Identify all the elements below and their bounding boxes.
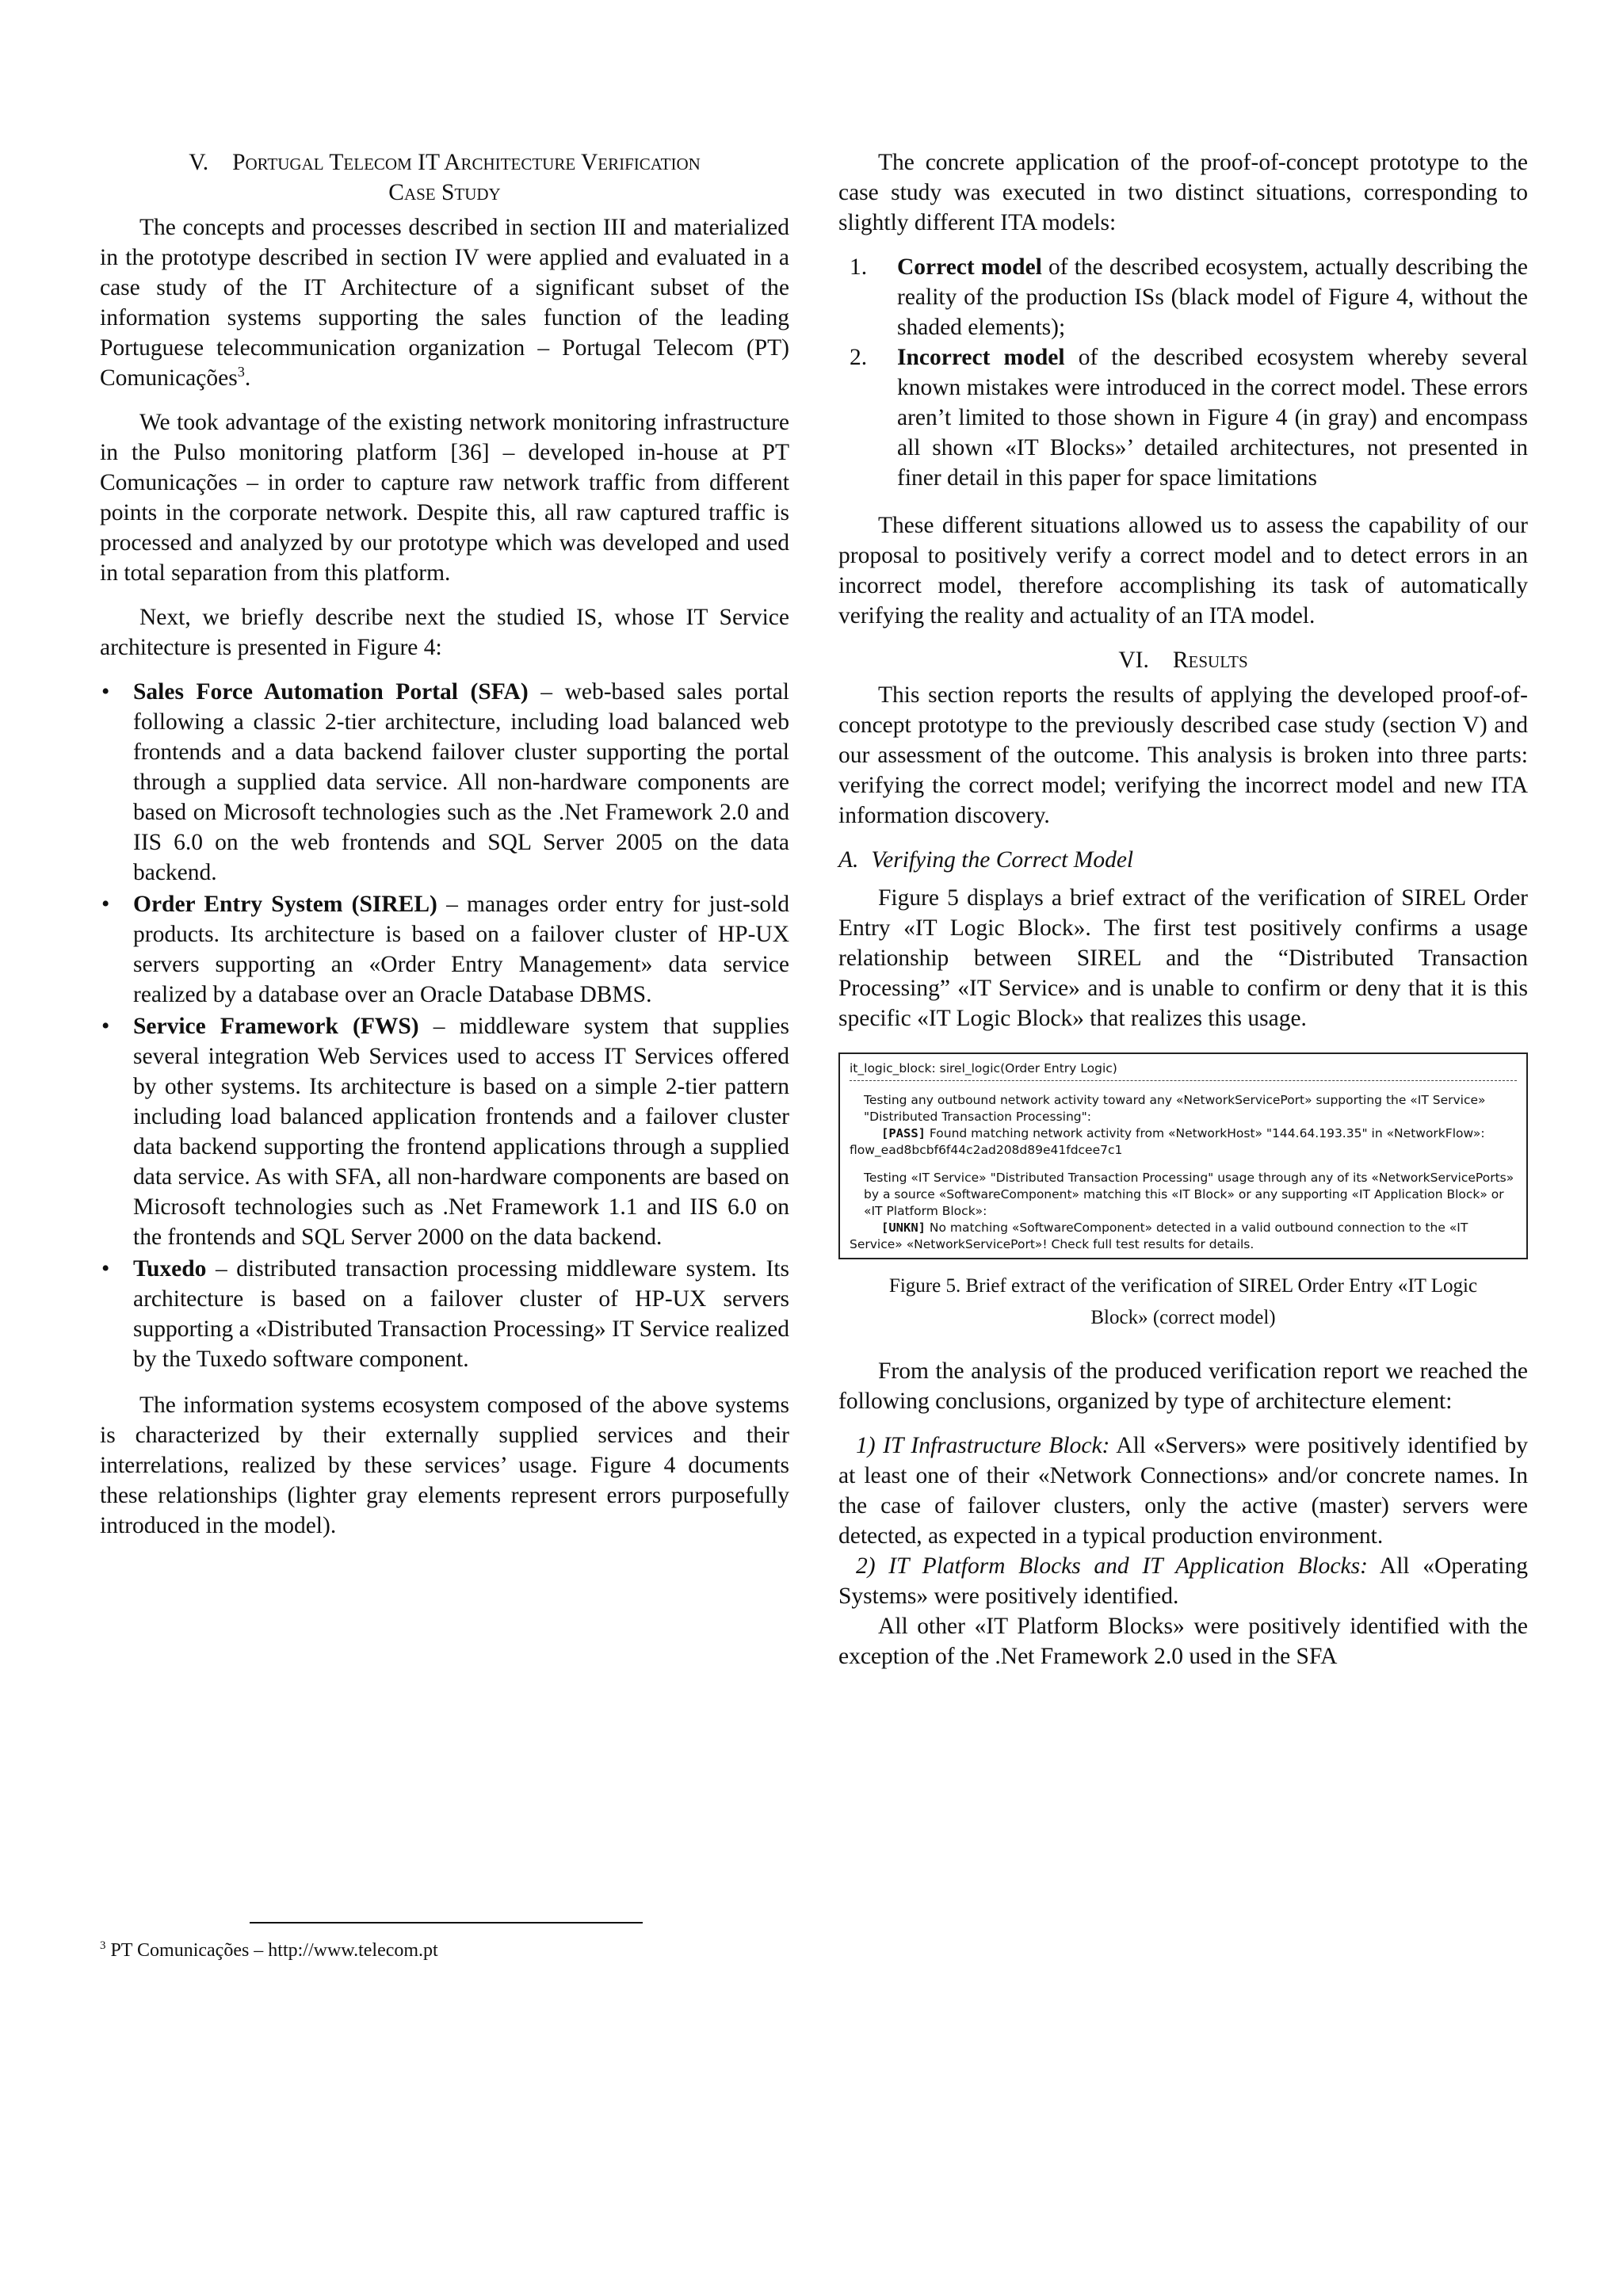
bullet-icon: • xyxy=(101,1014,110,1039)
paragraph-application: The concrete application of the proof-of-concept prototype to the case study was executed in two distinct situations, corresponding to slightly different ITA models: xyxy=(838,150,1528,235)
log-header: it_logic_block: sirel_logic(Order Entry Logic) xyxy=(850,1061,1117,1075)
unknown-status: [UNKN] xyxy=(881,1221,926,1235)
list-item: 1. Correct model of the described ecosystem, actually describing the reality of the production ISs (black model of Figure 4, without the shaded elements); xyxy=(850,254,1528,340)
paragraph-intro: The concepts and processes described in section III and materialized in the prototype described in section IV were applied and evaluated in a case study of the IT Architecture of a significant subset of the information systems supporting the sales function of the leading Portuguese telecommunication organization – Portugal Telecom (PT) Comunicações$^3$. xyxy=(100,215,789,391)
list-item: • Service Framework (FWS) – middleware system that supplies several integration Web Services used to access IT Services offered by other systems. Its architecture is based on a simple 2-tier pattern including load balanced application frontends and a failover cluster data backend supporting the frontend applications through a supplied data service. As with SFA, all non-hardware components are based on Microsoft technologies such as .Net Framework 1.1 and IIS 6.0 on the frontends and SQL Server 2000 on the data backend. xyxy=(100,1011,789,1252)
figure-5-verification-log xyxy=(838,1052,1528,1259)
footnote: $^3$ PT Comunicações – http://www.telecom.pt xyxy=(100,1939,438,1961)
paragraph-ecosystem: The information systems ecosystem composed of the above systems is characterized by their externally supplied services and their interrelations, realized by these services’ usage. Figure 4 documents these relationships (lighter gray elements represent errors purposefully introduced in the model). xyxy=(100,1392,789,1538)
bullet-icon: • xyxy=(101,679,110,705)
bullet-icon: • xyxy=(101,1256,110,1282)
section-v-number: V. xyxy=(189,150,209,175)
paragraph-conclusions: From the analysis of the produced verification report we reached the following conclusions, organized by type of architecture element: xyxy=(838,1358,1528,1414)
right-column xyxy=(838,147,1528,1671)
section-v-heading xyxy=(100,147,789,208)
section-v-title-line1: Portugal Telecom IT Architecture Verification xyxy=(232,150,701,175)
paragraph-figure5-intro: Figure 5 displays a brief extract of the verification of SIREL Order Entry «IT Logic Block». The first test positively confirms a usage relationship between SIREL and the “Distributed Transaction Processing” «IT Service» and is unable to confirm or deny that it is this specific «IT Logic Block» that realizes this usage. xyxy=(838,885,1528,1031)
list-item: • Order Entry System (SIREL) – manages order entry for just-sold products. Its architecture is based on a failover cluster of HP-UX servers supporting an «Order Entry Management» data service realized by a database over an Oracle Database DBMS. xyxy=(100,889,789,1010)
paragraph-situations: These different situations allowed us to assess the capability of our proposal to positively verify a correct model and to detect errors in an incorrect model, therefore accomplishing its task of automatically verifying the reality and actuality of an ITA model. xyxy=(838,513,1528,628)
log-test-2: Testing «IT Service» "Distributed Transaction Processing" usage through any of its «NetworkServicePorts» by a source «SoftwareComponent» matching this «IT Block» or any supporting «IT Application Block» or «IT Platform Block»: [UNKN] No matching «SoftwareComponent» detected in a valid outbound connection to the «IT Service» «NetworkServicePort»! Check full test results for details. xyxy=(850,1171,1514,1251)
log-divider xyxy=(850,1080,1517,1081)
left-column xyxy=(100,147,789,1555)
section-vi-number: VI. xyxy=(1118,648,1149,673)
subsection-a-heading: A. Verifying the Correct Model xyxy=(838,847,1134,873)
section-vi-heading xyxy=(838,645,1528,675)
paragraph-results-intro: This section reports the results of applying the developed proof-of-concept prototype to the previously described case study (section V) and our assessment of the outcome. This analysis is broken into three parts: verifying the correct model; verifying the incorrect model and new ITA information discovery. xyxy=(838,682,1528,828)
footnote-ref: 3 xyxy=(237,364,245,380)
section-v-title-line2: Case Study xyxy=(388,180,501,205)
list-item: • Sales Force Automation Portal (SFA) – web-based sales portal following a classic 2-tier architecture, including load balanced web frontends and a data backend failover cluster supporting the portal through a supplied data service. All non-hardware components are based on Microsoft technologies such as the .Net Framework 2.0 and IIS 6.0 on the web frontends and SQL Server 2005 on the data backend. xyxy=(100,677,789,888)
figure-5-caption: Figure 5. Brief extract of the verification of SIREL Order Entry «IT Logic Block» (correct model) xyxy=(888,1275,1478,1328)
list-item: • Tuxedo – distributed transaction processing middleware system. Its architecture is based on a failover cluster of HP-UX servers supporting a «Distributed Transaction Processing» IT Service realized by the Tuxedo software component. xyxy=(100,1254,789,1374)
log-test-1: Testing any outbound network activity toward any «NetworkServicePort» supporting the «IT Service» "Distributed Transaction Processing": [PASS] Found matching network activity from «NetworkHost» "144.64.193.35" in «NetworkFlow»: flow_ead8bcbf6f44c2ad208d89e41fdcee7c1 xyxy=(850,1093,1486,1157)
paragraph-platform-exceptions: All other «IT Platform Blocks» were positively identified with the exception of the .Net Framework 2.0 used in the SFA xyxy=(838,1614,1528,1669)
pass-status: [PASS] xyxy=(881,1126,926,1140)
systems-list xyxy=(100,677,789,1374)
models-list xyxy=(838,252,1528,493)
paragraph-infrastructure-block: 1) IT Infrastructure Block: All «Servers» were positively identified by at least one of their «Network Connections» and/or concrete names. In the case of failover clusters, only the active (master) servers were detected, as expected in a typical production environment. xyxy=(838,1433,1528,1549)
bullet-icon: • xyxy=(101,892,110,917)
paragraph-pulso: We took advantage of the existing network monitoring infrastructure in the Pulso monitoring platform [36] – developed in-house at PT Comunicações – in order to capture raw network traffic from different points in the corporate network. Despite this, all raw captured traffic is processed and analyzed by our prototype which was developed and used in total separation from this platform. xyxy=(100,410,789,586)
list-item: 2. Incorrect model of the described ecosystem whereby several known mistakes were introduced in the correct model. These errors aren’t limited to those shown in Figure 4 (in gray) and encompass all shown «IT Blocks»’ detailed architectures, not presented in finer detail in this paper for space limitations xyxy=(850,345,1529,491)
section-vi-title: Results xyxy=(1172,648,1248,673)
footnote-divider xyxy=(250,1922,643,1924)
paragraph-studied-is: Next, we briefly describe next the studied IS, whose IT Service architecture is presented in Figure 4: xyxy=(100,605,789,660)
paragraph-platform-blocks: 2) IT Platform Blocks and IT Application Blocks: All «Operating Systems» were positively identified. xyxy=(838,1553,1528,1609)
